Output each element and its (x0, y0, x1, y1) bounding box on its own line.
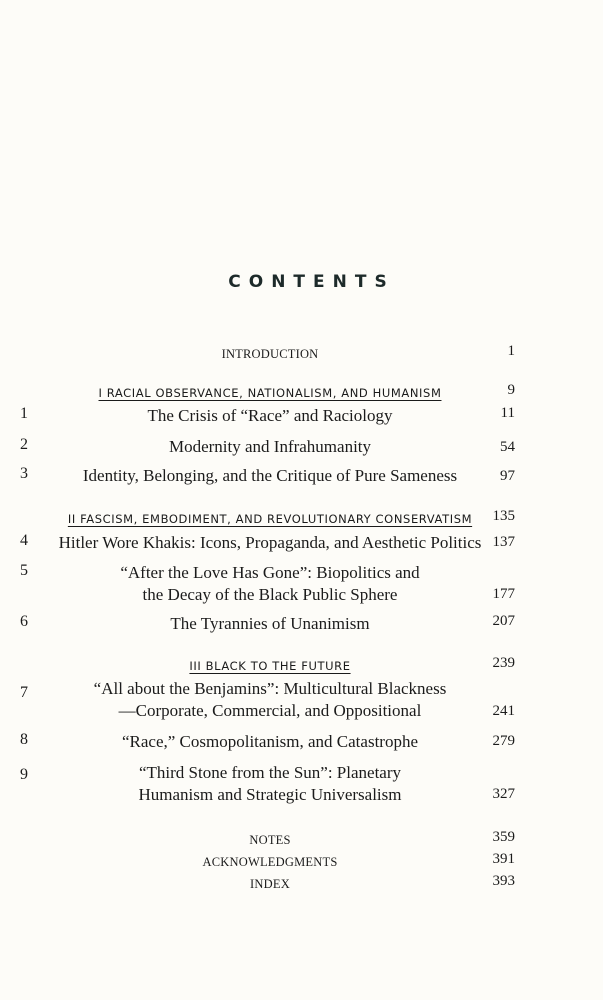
entry-label: ACKNOWLEDGMENTS (202, 855, 338, 869)
page-number: 239 (492, 655, 515, 671)
chapter-title: The Tyrannies of Unanimism (170, 614, 370, 633)
chapter-title (60, 562, 480, 606)
chapter-number: 8 (20, 731, 28, 748)
chapter-title-line-2: Humanism and Strategic Universalism (138, 785, 402, 804)
page-number: 54 (500, 439, 515, 455)
chapter-title-line-2: the Decay of the Black Public Sphere (142, 585, 398, 604)
chapter-number: 5 (20, 562, 28, 579)
chapter-number: 4 (20, 532, 28, 549)
chapter-title-line-1: “Third Stone from the Sun”: Planetary (138, 763, 402, 782)
page-number: 11 (500, 405, 515, 421)
chapter-number: 7 (20, 684, 28, 701)
page-number: 327 (492, 786, 515, 802)
chapter-title: “Race,” Cosmopolitanism, and Catastrophe (121, 732, 418, 751)
page-number: 97 (500, 468, 515, 484)
part-label: II FASCISM, EMBODIMENT, AND REVOLUTIONARY CONSERVATISM (67, 512, 473, 526)
chapter-title-line-1: “After the Love Has Gone”: Biopolitics and (120, 563, 420, 582)
page-number: 1 (507, 343, 515, 359)
chapter-number: 2 (20, 436, 28, 453)
chapter-title-line-1: “All about the Benjamins”: Multicultural Blackness (93, 679, 447, 698)
chapter-number: 1 (20, 405, 28, 422)
chapter-title: The Crisis of “Race” and Raciology (147, 406, 393, 425)
chapter-title (60, 678, 480, 722)
page-number: 177 (492, 586, 515, 602)
page-number: 359 (492, 829, 515, 845)
chapter-number: 9 (20, 766, 28, 783)
chapter-title (60, 762, 480, 806)
part-label: III BLACK TO THE FUTURE (189, 659, 351, 673)
entry-label: INDEX (250, 877, 290, 891)
page-number: 391 (492, 851, 515, 867)
page-number: 241 (492, 703, 515, 719)
entry-label: INTRODUCTION (221, 347, 319, 361)
contents-heading: CONTENTS (228, 272, 395, 292)
entry-label: NOTES (249, 833, 291, 847)
page-number: 137 (492, 534, 515, 550)
page-number: 279 (492, 733, 515, 749)
page-number: 393 (492, 873, 515, 889)
chapter-title: Modernity and Infrahumanity (168, 437, 372, 456)
chapter-title-line-2: —Corporate, Commercial, and Oppositional (118, 701, 422, 720)
chapter-title: Hitler Wore Khakis: Icons, Propaganda, and Aesthetic Politics (58, 533, 482, 552)
chapter-number: 3 (20, 465, 28, 482)
page-number: 9 (507, 382, 515, 398)
page-number: 135 (492, 508, 515, 524)
page-number: 207 (492, 613, 515, 629)
part-label: I RACIAL OBSERVANCE, NATIONALISM, AND HUMANISM (98, 386, 442, 400)
chapter-number: 6 (20, 613, 28, 630)
chapter-title: Identity, Belonging, and the Critique of Pure Sameness (82, 466, 458, 485)
